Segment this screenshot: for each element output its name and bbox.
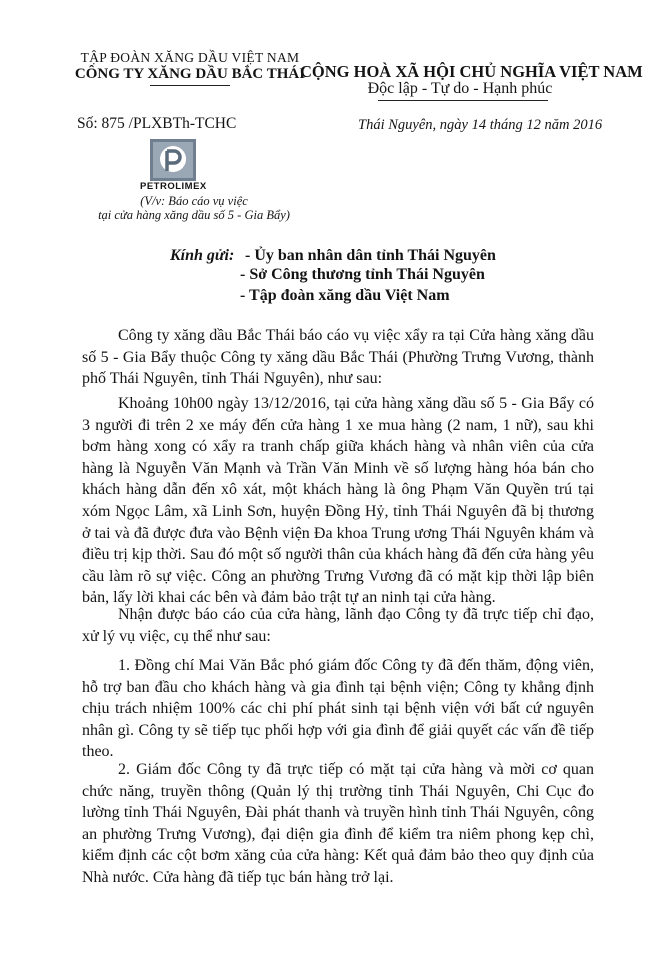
- body-paragraph-3: [82, 604, 594, 647]
- company-name: CÔNG TY XĂNG DẦU BẮC THÁI: [74, 66, 306, 82]
- body-paragraph-2: [82, 393, 594, 609]
- body-paragraph-5: [82, 759, 594, 889]
- paragraph-text: Nhận được báo cáo của cửa hàng, lãnh đạo Công ty đã trực tiếp chỉ đạo, xử lý vụ việc, cụ thể như sau:: [82, 606, 594, 645]
- paragraph-text: Công ty xăng dầu Bắc Thái báo cáo vụ việc xẩy ra tại Cửa hàng xăng dầu số 5 - Gia Bẩy thuộc Công ty xăng dầu Bắc Thái (Phường Trưng Vương, thành phố Thái Nguyên, tỉnh Thái Nguyên), như sau:: [82, 327, 594, 388]
- document-number: Số: 875 /PLXBTh-TCHC: [77, 115, 237, 132]
- logo-label: PETROLIMEX: [140, 181, 207, 192]
- paragraph-text: 2. Giám đốc Công ty đã trực tiếp có mặt tại cửa hàng và mời cơ quan chức năng, truyền thông (Quản lý thị trường tỉnh Thái Nguyên, Chi Cục đo lường tỉnh Thái Nguyên, Đài phát thanh và truyền hình tỉnh Thái Nguyên, công an phường Trưng Vương), đại diện gia đình để kiểm tra niêm phong kẹp chì, kiểm định các cột bơm xăng của cửa hàng: Kết quả đảm bảo theo quy định của Nhà nước. Cửa hàng đã tiếp tục bán hàng trở lại.: [82, 761, 594, 886]
- motto-underline: [378, 100, 548, 101]
- national-motto: Độc lập - Tự do - Hạnh phúc: [367, 80, 553, 97]
- body-paragraph-1: [82, 325, 594, 390]
- document-date: Thái Nguyên, ngày 14 tháng 12 năm 2016: [358, 117, 603, 133]
- subject-line-2: tại cửa hàng xăng dầu số 5 - Gia Bẩy): [98, 208, 290, 222]
- recipient-3: - Tập đoàn xăng dầu Việt Nam: [240, 287, 450, 304]
- recipients-label: Kính gửi:: [170, 247, 235, 264]
- body-paragraph-4: [82, 655, 594, 763]
- paragraph-text: Khoảng 10h00 ngày 13/12/2016, tại cửa hàng xăng dầu số 5 - Gia Bẩy có 3 người đi trên 2 xe máy đến cửa hàng 1 xe mua hàng (2 nam, 1 nữ), sau khi bơm hàng xong có xẩy ra tranh chấp giữa khách hàng và nhân viên của cửa hàng là Nguyễn Văn Mạnh và Trần Văn Minh về số lượng hàng hóa bán cho khách hàng dẫn đến xô xát, một khách hàng là ông Phạm Văn Quyền trú tại xóm Ngọc Lâm, xã Linh Sơn, huyện Đồng Hỷ, tỉnh Thái Nguyên đã bị thương ở tai và đã được đưa vào Bệnh viện Đa khoa Trung ương Thái Nguyên khám và điều trị kịp thời. Sau đó một số người thân của khách hàng đã đến cửa hàng yêu cầu làm rõ sự việc. Công an phường Trưng Vương đã có mặt kịp thời lập biên bản, lấy lời khai các bên và đảm bảo trật tự an ninh tại cửa hàng.: [82, 395, 594, 607]
- company-underline: [150, 85, 230, 86]
- national-title: CỘNG HOÀ XÃ HỘI CHỦ NGHĨA VIỆT NAM: [300, 62, 643, 81]
- recipient-1: - Ủy ban nhân dân tỉnh Thái Nguyên: [245, 247, 496, 264]
- recipient-2: - Sở Công thương tỉnh Thái Nguyên: [240, 266, 485, 283]
- subject-line-1: (V/v: Báo cáo vụ việc: [140, 194, 248, 208]
- petrolimex-logo-icon: [150, 139, 196, 181]
- paragraph-text: 1. Đồng chí Mai Văn Bắc phó giám đốc Công ty đã đến thăm, động viên, hỗ trợ ban đầu cho khách hàng và gia đình tại bệnh viện; Công ty khẳng định chịu trách nhiệm 100% các chi phí phát sinh tại bệnh viện với bất cứ nguyên nhân gì. Công ty sẽ tiếp tục phối hợp với gia đình để giải quyết các vấn đề tiếp theo.: [82, 657, 594, 761]
- parent-organization: TẬP ĐOÀN XĂNG DẦU VIỆT NAM: [80, 50, 300, 65]
